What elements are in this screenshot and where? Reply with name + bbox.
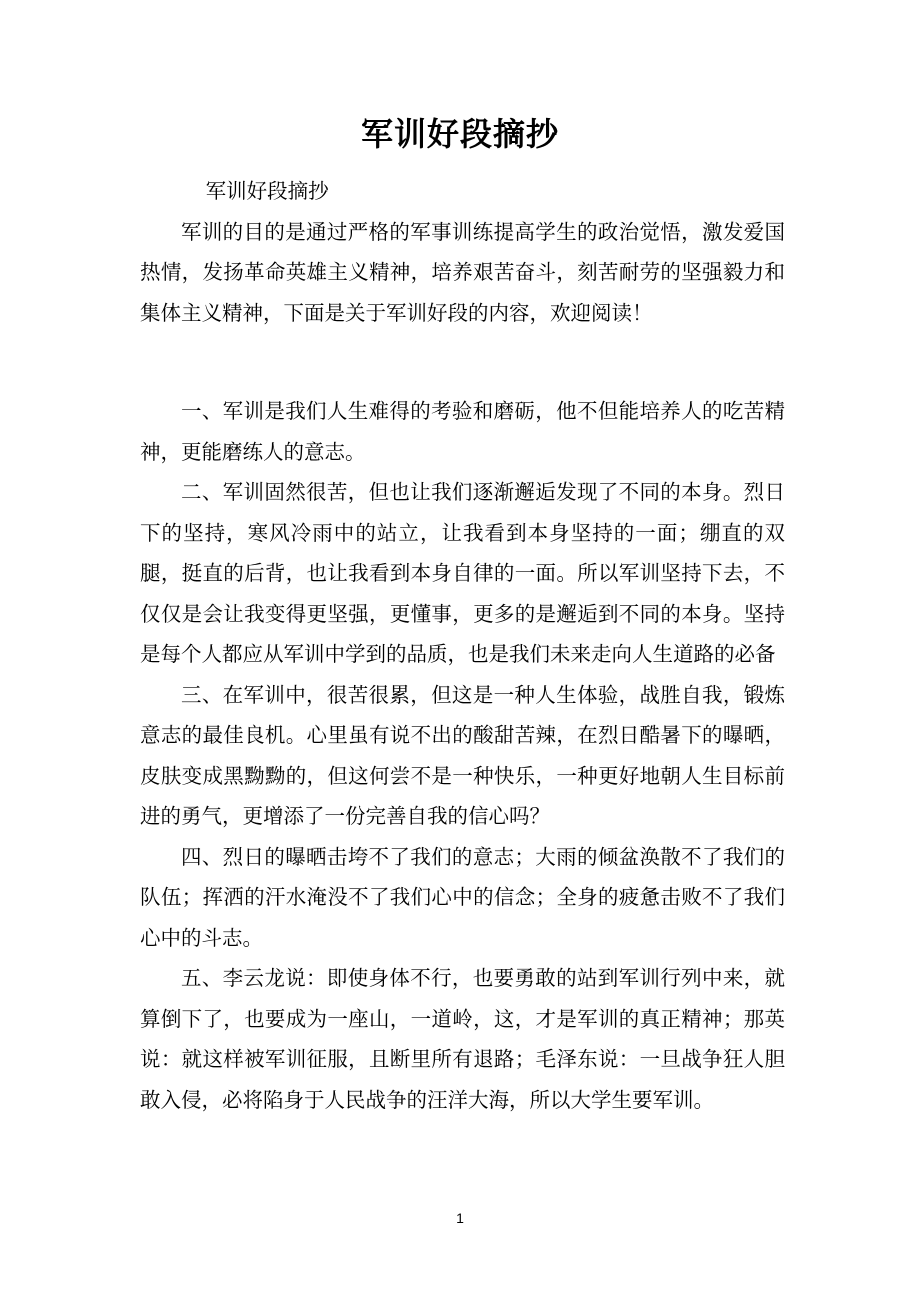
blank-line [140,333,785,391]
document-body [140,171,785,1120]
intro-paragraph: 军训的目的是通过严格的军事训练提高学生的政治觉悟，激发爱国热情，发扬革命英雄主义精神，培养艰苦奋斗，刻苦耐劳的坚强毅力和集体主义精神，下面是关于军训好段的内容，欢迎阅读！ [140,219,785,325]
paragraph-1: 一、军训是我们人生难得的考验和磨砺，他不但能培养人的吃苦精神，更能磨练人的意志。 [140,399,785,464]
page-number: 1 [456,1210,464,1226]
paragraph-2: 二、军训固然很苦，但也让我们逐渐邂逅发现了不同的本身。烈日下的坚持，寒风冷雨中的站立，让我看到本身坚持的一面；绷直的双腿，挺直的后背，也让我看到本身自律的一面。所以军训坚持下去，不仅仅是会让我变得更坚强，更懂事，更多的是邂逅到不同的本身。坚持是每个人都应从军训中学到的品质，也是我们未来走向人生道路的必备 [140,480,785,666]
paragraph-3: 三、在军训中，很苦很累，但这是一种人生体验，战胜自我，锻炼意志的最佳良机。心里虽有说不出的酸甜苦辣，在烈日酷暑下的曝晒，皮肤变成黑黝黝的，但这何尝不是一种快乐，一种更好地朝人生目标前进的勇气，更增添了一份完善自我的信心吗？ [140,682,785,828]
document-subtitle: 军训好段摘抄 [205,179,329,203]
document-title: 军训好段摘抄 [360,115,559,153]
paragraph-5: 五、李云龙说：即使身体不行，也要勇敢的站到军训行列中来，就算倒下了，也要成为一座山，一道岭，这，才是军训的真正精神；那英说：就这样被军训征服，且断里所有退路；毛泽东说：一旦战争狂人胆敢入侵，必将陷身于人民战争的汪洋大海，所以大学生要军训。 [140,966,785,1112]
paragraph-4: 四、烈日的曝晒击垮不了我们的意志；大雨的倾盆涣散不了我们的队伍；挥洒的汗水淹没不了我们心中的信念；全身的疲惫击败不了我们心中的斗志。 [140,844,785,950]
